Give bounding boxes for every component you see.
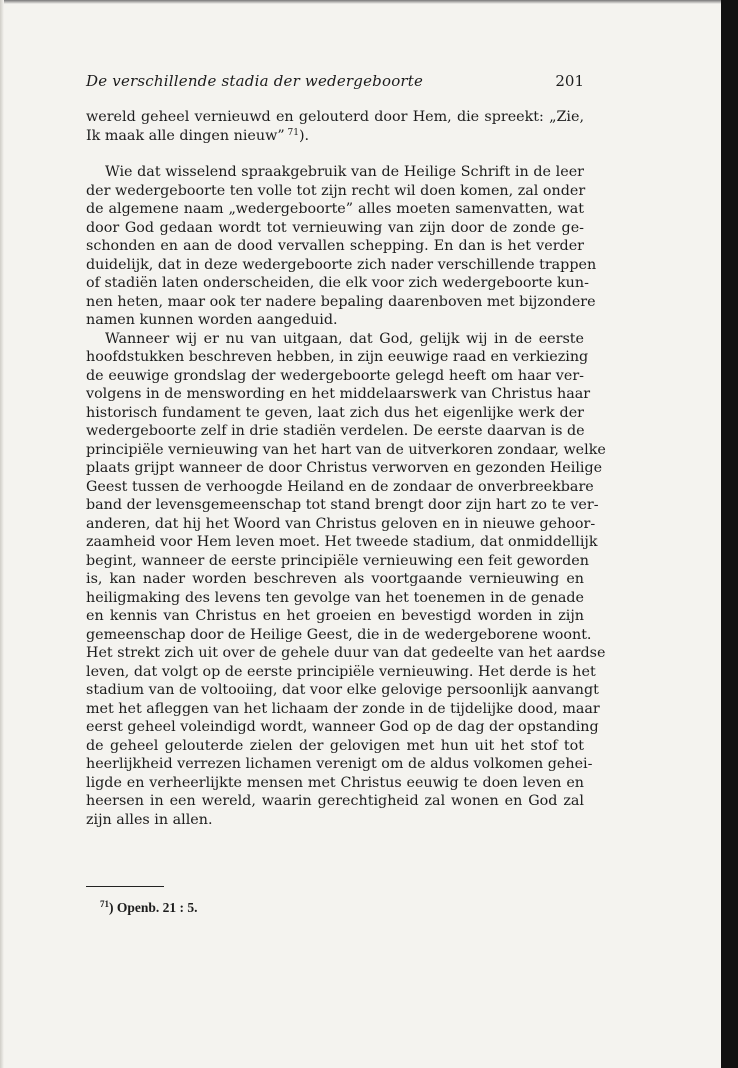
footnote-reference[interactable]: 71 (284, 127, 299, 138)
text-line: de geheel gelouterde zielen der gelovigen met hun uit het stof tot (86, 737, 584, 754)
text-line: Geest tussen de verhoogde Heiland en de zondaar de onverbreekbare (86, 478, 594, 495)
text-line: gemeenschap door de Heilige Geest, die in de wedergeborene woont. (86, 626, 592, 643)
text-line: leven, dat volgt op de eerste principiële vernieuwing. Het derde is het (86, 663, 596, 680)
footnote-number: 71 (100, 899, 109, 909)
text-line: wedergeboorte zelf in drie stadiën verdelen. De eerste daarvan is de (86, 423, 585, 439)
text-line: heiligmaking des levens ten gevolge van het toenemen in de genade (86, 589, 584, 606)
text-line: en kennis van Christus en het groeien en bevestigd worden in zijn (86, 608, 584, 624)
text-line: heerlijkheid verrezen lichamen verenigt om de aldus volkomen gehei- (86, 756, 593, 772)
page-binding-edge (721, 0, 738, 1068)
text-line: stadium van de voltooiing, dat voor elke gelovige persoonlijk aanvangt (86, 682, 599, 698)
text-line: Wie dat wisselend spraakgebruik van de Heilige Schrift in de leer (105, 164, 584, 180)
page-top-edge (0, 0, 721, 4)
text-line: begint, wanneer de eerste principiële vernieuwing een feit geworden (86, 552, 589, 569)
book-page (86, 72, 606, 829)
footnote-text: ) Openb. 21 : 5. (109, 900, 198, 915)
body-text (86, 108, 606, 829)
text-line: of stadiën laten onderscheiden, die elk voor zich wedergeboorte kun- (86, 275, 589, 291)
text-line: nen heten, maar ook ter nadere bepaling daarenboven met bijzondere (86, 293, 596, 310)
text-line: der wedergeboorte ten volle tot zijn recht wil doen komen, zal onder (86, 182, 586, 199)
text-line: duidelijk, dat in deze wedergeboorte zich nader verschillende trappen (86, 256, 597, 273)
text-line: zijn alles in allen. (86, 811, 213, 828)
text-line: schonden en aan de dood vervallen schepping. En dan is het verder (86, 238, 584, 254)
text-line: Wanneer wij er nu van uitgaan, dat God, gelijk wij in de eerste (105, 330, 584, 347)
text-line: zaamheid voor Hem leven moet. Het tweede stadium, dat onmiddellijk (86, 534, 598, 550)
text-line: band der levensgemeenschap tot stand brengt door zijn hart zo te ver- (86, 497, 599, 513)
running-header (86, 72, 584, 94)
text-line: principiële vernieuwing van het hart van de uitverkoren zondaar, welke (86, 441, 606, 458)
text-line: door God gedaan wordt tot vernieuwing van zijn door de zonde ge- (86, 219, 584, 236)
paragraph-gap (86, 145, 584, 163)
text-line: hoofdstukken beschreven hebben, in zijn eeuwige raad en verkiezing (86, 349, 589, 365)
text-line: de algemene naam „wedergeboorte” alles moeten samenvatten, wat (86, 201, 584, 217)
text-line: de eeuwige grondslag der wedergeboorte gelegd heeft om haar ver- (86, 367, 584, 384)
running-title: De verschillende stadia der wedergeboorte (86, 72, 424, 90)
footnote (100, 900, 198, 916)
text-line: namen kunnen worden aangeduid. (86, 312, 338, 328)
paragraph (86, 108, 584, 145)
text-line: eerst geheel voleindigd wordt, wanneer God op de dag der opstanding (86, 719, 599, 735)
text-line: heersen in een wereld, waarin gerechtigheid zal wonen en God zal (86, 793, 584, 809)
text-line: Het strekt zich uit over de gehele duur van dat gedeelte van het aardse (86, 645, 606, 661)
page-left-edge (0, 0, 4, 1068)
text-line: met het afleggen van het lichaam der zonde in de tijdelijke dood, maar (86, 700, 600, 717)
text-line: is, kan nader worden beschreven als voortgaande vernieuwing en (86, 571, 584, 587)
text-line: plaats grijpt wanneer de door Christus verworven en gezonden Heilige (86, 460, 603, 476)
text-line: ligde en verheerlijkte mensen met Christus eeuwig te doen leven en (86, 774, 584, 791)
reference-tail: ). (298, 127, 310, 144)
text-line: anderen, dat hij het Woord van Christus geloven en in nieuwe gehoor- (86, 515, 596, 532)
paragraph (86, 163, 597, 330)
footnote-rule (86, 886, 164, 887)
text-line: historisch fundament te geven, laat zich dus het eigenlijke werk der (86, 404, 584, 421)
page-number: 201 (555, 72, 584, 90)
text-line: wereld geheel vernieuwd en gelouterd door Hem, die spreekt: „Zie, (86, 109, 584, 125)
text-line: Ik maak alle dingen nieuw” $^{71}$). (86, 127, 310, 144)
text-line: volgens in de menswording en het middelaarswerk van Christus haar (86, 386, 591, 402)
paragraph (86, 330, 606, 830)
